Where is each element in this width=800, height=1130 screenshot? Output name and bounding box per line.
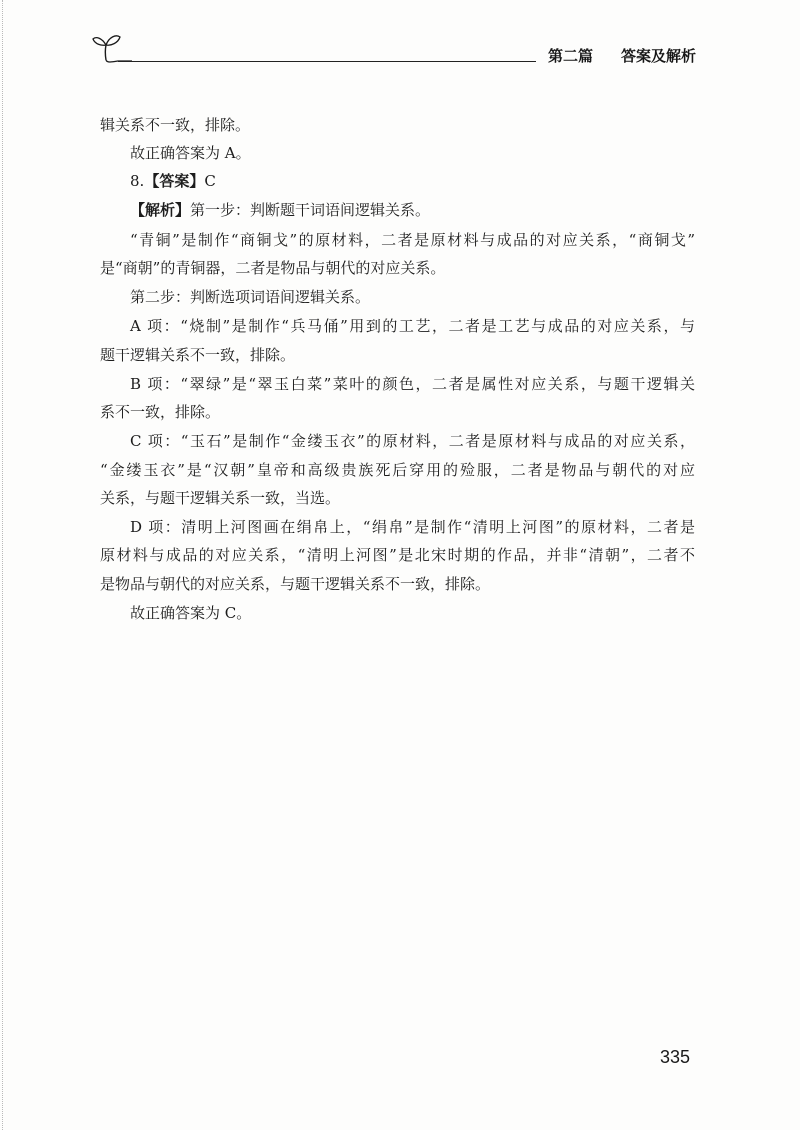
step2-line: 第二步：判断选项词语间逻辑关系。 bbox=[130, 288, 371, 306]
answer-label: 【答案】 bbox=[144, 172, 205, 190]
answer-heading bbox=[130, 172, 216, 190]
explanation-line: 是“商朝”的青铜器，二者是物品与朝代的对应关系。 bbox=[100, 259, 446, 277]
option-d-line: 是物品与朝代的对应关系，与题干逻辑关系不一致，排除。 bbox=[100, 575, 491, 593]
option-a-line: 题干逻辑关系不一致，排除。 bbox=[100, 346, 296, 364]
running-header bbox=[548, 46, 696, 66]
answer-value: C bbox=[204, 172, 216, 190]
question-number: 8. bbox=[130, 172, 145, 190]
option-a-line: A 项：“烧制”是制作“兵马俑”用到的工艺，二者是工艺与成品的对应关系，与 bbox=[130, 317, 695, 335]
continuation-line: 辑关系不一致，排除。 bbox=[100, 116, 251, 134]
sprout-icon bbox=[88, 30, 132, 68]
header-title: 答案及解析 bbox=[620, 47, 696, 65]
option-d-line: 原材料与成品的对应关系，“清明上河图”是北宋时期的作品，并非“清朝”，二者不 bbox=[100, 546, 695, 564]
page-number: 335 bbox=[660, 1047, 691, 1067]
analysis-step1: 第一步：判断题干词语间逻辑关系。 bbox=[190, 201, 431, 219]
option-b-line: 系不一致，排除。 bbox=[100, 403, 221, 421]
header-part: 第二篇 bbox=[548, 47, 594, 65]
option-d-line: D 项：清明上河图画在绢帛上，“绢帛”是制作“清明上河图”的原材料，二者是 bbox=[130, 518, 695, 536]
header-rule bbox=[118, 61, 536, 62]
option-c-line: “金缕玉衣”是“汉朝”皇帝和高级贵族死后穿用的殓服，二者是物品与朝代的对应 bbox=[100, 461, 695, 479]
previous-answer-line: 故正确答案为 A。 bbox=[130, 144, 251, 162]
option-b-line: B 项：“翠绿”是“翠玉白菜”菜叶的颜色，二者是属性对应关系，与题干逻辑关 bbox=[130, 375, 695, 393]
analysis-label: 【解析】 bbox=[130, 201, 191, 219]
option-c-line: 关系，与题干逻辑关系一致，当选。 bbox=[100, 489, 341, 507]
explanation-line: “青铜”是制作“商铜戈”的原材料，二者是原材料与成品的对应关系，“商铜戈” bbox=[130, 231, 695, 249]
final-answer-line: 故正确答案为 C。 bbox=[130, 604, 252, 622]
option-c-line: C 项：“玉石”是制作“金缕玉衣”的原材料，二者是原材料与成品的对应关系， bbox=[130, 432, 695, 450]
analysis-heading bbox=[130, 201, 430, 219]
scan-edge bbox=[2, 0, 3, 1130]
